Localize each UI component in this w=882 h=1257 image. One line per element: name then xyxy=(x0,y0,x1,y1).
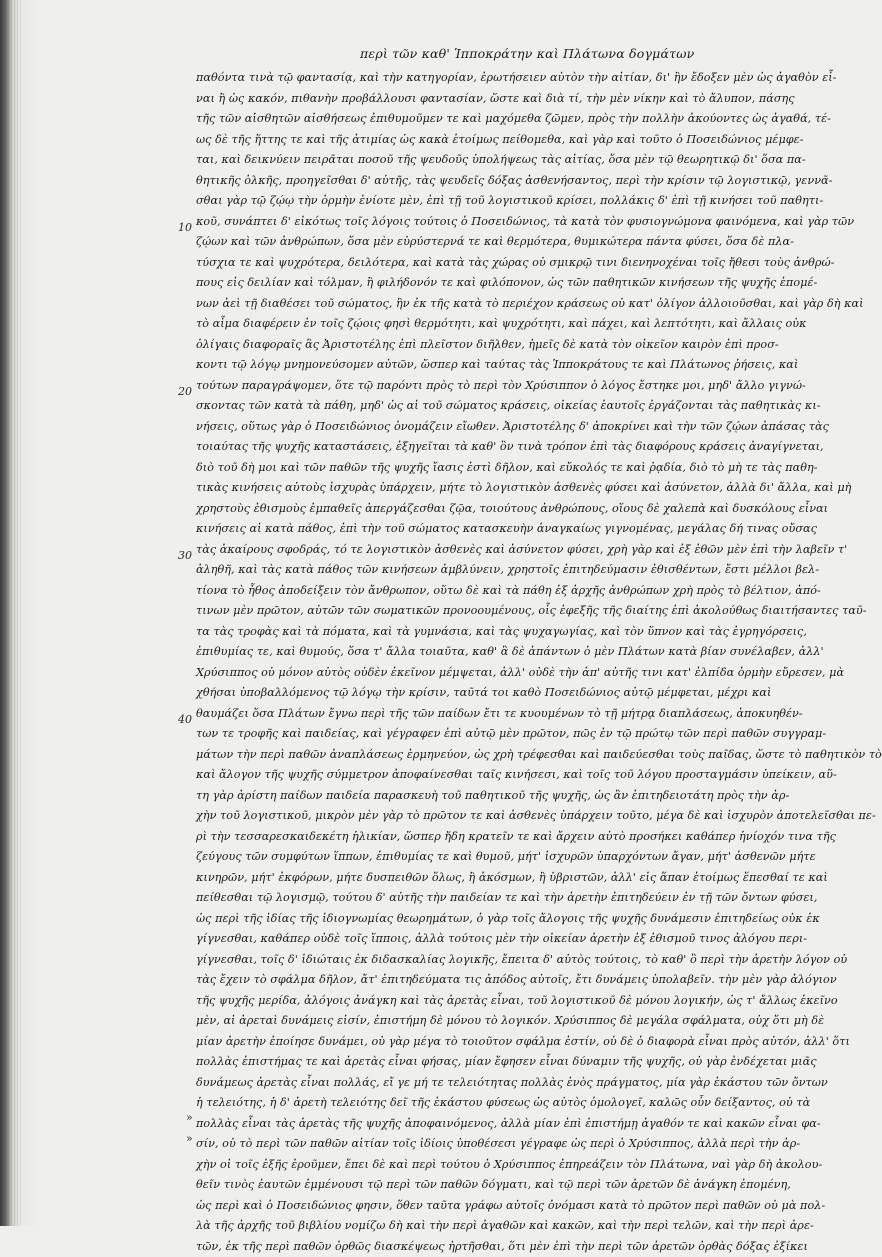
text-line: μάτων τὴν περὶ παθῶν ἀναπλάσεως ἑρμηνεύον, ὡς χρὴ τρέφεσθαι καὶ παιδεύεσθαι τοὺς παῖδας, ὥστε τὸ παθητικὸν τὸ xyxy=(196,745,836,766)
text-line: νήσεις, οὕτως γὰρ ὁ Ποσειδώνιος ὀνομάζειν εἴωθεν. Ἀριστοτέλης δ' ἀποκρίνει καὶ τὴν τῶν ζῴων ἁπάσας τὰς xyxy=(196,417,836,438)
text-line: τα τὰς τροφὰς καὶ τὰ πόματα, καὶ τὰ γυμνάσια, καὶ τὰς ψυχαγωγίας, καὶ τὸν ὕπνον καὶ τὰς ἐγρηγόρσεις, xyxy=(196,622,836,643)
text-line: κοῦ, συνάπτει δ' εἰκότως τοῖς λόγοις τούτοις ὁ Ποσειδώνιος, τὰ κατὰ τὸν φυσιογνώμονα φαινόμενα, καὶ γὰρ τῶν xyxy=(196,212,836,233)
text-line: σθαι γὰρ τῷ ζῴῳ τὴν ὁρμὴν ἐνίοτε μὲν, ἐπὶ τῇ τοῦ λογιστικοῦ κρίσει, πολλάκις δ' ἐπὶ τῇ κινήσει τοῦ παθητι- xyxy=(196,191,836,212)
running-head: περὶ τῶν καθ' Ἱπποκράτην καὶ Πλάτωνα δογμάτων xyxy=(360,46,660,61)
text-line: χρηστοὺς ἐθισμοὺς ἐμπαθεῖς ἀπεργάζεσθαι ζῷα, τοιούτους ἀνθρώπους, οἵους δὲ χαλεπὰ καὶ δυσκόλους εἶναι xyxy=(196,499,836,520)
text-line: σκοντας τῶν κατὰ τὰ πάθη, μηδ' ὡς αἱ τοῦ σώματος κράσεις, οἰκείας ἑαυτοῖς ἐργάζονται τὰς παθητικὰς κι- xyxy=(196,396,836,417)
text-line: τὸ αἷμα διαφέρειν ἐν τοῖς ζῴοις φησὶ θερμότητι, καὶ ψυχρότητι, καὶ πάχει, καὶ λεπτότητι, καὶ ἄλλαις οὐκ xyxy=(196,314,836,335)
text-line: ρὶ τὴν τεσσαρεσκαιδεκέτη ἡλικίαν, ὥσπερ ἤδη κρατεῖν τε καὶ ἄρχειν αὐτὸ προσήκει καθάπερ ἡνίοχόν τινα τῆς xyxy=(196,827,836,848)
text-line: ναι ἢ ὡς κακόν, πιθανὴν προβάλλουσι φαντασίαν, ὥστε καὶ διὰ τί, τὴν μὲν νίκην καὶ τὸ ἄλυπον, πάσης xyxy=(196,89,836,110)
text-line: πείθεσθαι τῷ λογισμῷ, τούτου δ' αὐτῆς τὴν παιδείαν τε καὶ τὴν ἀρετὴν ἐπιτηδεύειν ἐν τῇ τῶν ὄντων φύσει, xyxy=(196,888,836,909)
text-line: πολλὰς εἶναι τὰς ἀρετὰς τῆς ψυχῆς ἀποφαινόμενος, ἀλλὰ μίαν ἐπὶ ἐπιστήμῃ ἀγαθόν τε καὶ κακῶν εἶναι φα- xyxy=(196,1114,836,1135)
text-line: καὶ ἄλογον τῆς ψυχῆς σύμμετρον ἀποφαίνεσθαι ταῖς κινήσεσι, καὶ τοῖς τοῦ λόγου προσταγμάσιν ὑπείκειν, αὕ- xyxy=(196,765,836,786)
text-line: γίγνεσθαι, καθάπερ οὐδὲ τοῖς ἵπποις, ἀλλὰ τούτοις μὲν τὴν οἰκείαν ἀρετὴν ἐξ ἐθισμοῦ τινος ἀλόγου περι- xyxy=(196,929,836,950)
text-line: πολλὰς ἐπιστήμας τε καὶ ἀρετὰς εἶναι φήσας, μίαν ἔφησεν εἶναι δύναμιν τῆς ψυχῆς, οὐ γὰρ ἐνδέχεται μιᾶς xyxy=(196,1052,836,1073)
text-block xyxy=(196,68,836,1257)
text-line: τὰς ἔχειν τὸ σφάλμα δῆλον, ἄτ' ἐπιτηδεύματα τις ἀπόδος αὐτοῖς, ἔτι δυνάμεις ὑπολαβεῖν. τὴν μὲν γὰρ ἀλόγιον xyxy=(196,970,836,991)
text-line: τίονα τὸ ἦθος ἀποδείξειν τὸν ἄνθρωπον, οὕτω δὲ καὶ τὰ πάθη ἐξ ἀρχῆς ἀνθρώπων χρὴ πρὸς τὸ βέλτιον, ἀπό- xyxy=(196,581,836,602)
margin-line-number: 30 xyxy=(178,549,200,562)
page-edges xyxy=(8,0,22,1226)
margin-quote-mark: » xyxy=(186,1132,198,1145)
text-line: τύσχια τε καὶ ψυχρότερα, δειλότερα, καὶ κατὰ τὰς χώρας οὐ σμικρῷ τινι διενηνοχέναι τοῖς ἤθεσι τοὺς ἀνθρώ- xyxy=(196,253,836,274)
text-line: ται, καὶ δεικνύειν πειρᾶται ποσοῦ τῆς ψευδοῦς ὑπολήψεως τὰς αἰτίας, ὅσα μὲν τῷ θεωρητικῷ δι' ὅσα πα- xyxy=(196,150,836,171)
text-line: τῶν, ἐκ τῆς περὶ παθῶν ὀρθῶς διασκέψεως ἠρτῆσθαι, ὅτι μὲν ἐπὶ τὴν περὶ τῶν ἀρετῶν ὀρθὰς δόξας ἐξίκει xyxy=(196,1237,836,1257)
text-line: ὀλίγαις διαφοραῖς ἃς Ἀριστοτέλης ἐπὶ πλεῖστον διῆλθεν, ἡμεῖς δὲ κατὰ τὸν οἰκεῖον καιρὸν ἐπὶ προσ- xyxy=(196,335,836,356)
text-line: ἐπιθυμίας τε, καὶ θυμούς, ὅσα τ' ἄλλα τοιαῦτα, καθ' ἃ δὲ ἁπάντων ὁ μὲν Πλάτων κατὰ βίαν συνέλαβεν, ἀλλ' xyxy=(196,642,836,663)
text-line: ἡ τελειότης, ἡ δ' ἀρετὴ τελειότης δεῖ τῆς ἑκάστου φύσεως ὡς αὐτὸς ὁμολογεῖ, καλῶς οὖν δείξαντος, οὐ τὰ xyxy=(196,1093,836,1114)
text-line: πους εἰς δειλίαν καὶ τόλμαν, ἢ φιλήδονόν τε καὶ φιλόπονον, ὡς τῶν παθητικῶν κινήσεων τῆς ψυχῆς ἑπομέ- xyxy=(196,273,836,294)
book-page xyxy=(40,0,800,1226)
text-line: θητικῆς ὁλκῆς, προηγεῖσθαι δ' αὐτῆς, τὰς ψευδεῖς δόξας ἀσθενήσαντος, περὶ τὴν κρίσιν τῷ λογιστικῷ, γεννᾶ- xyxy=(196,171,836,192)
text-line: χὴν τοῦ λογιστικοῦ, μικρὸν μὲν γὰρ τὸ πρῶτον τε καὶ ἀσθενὲς ὑπάρχειν τοῦτο, μέγα δὲ καὶ ἰσχυρὸν ἀποτελεῖσθαι πε- xyxy=(196,806,836,827)
text-line: ἀληθῆ, καὶ τὰς κατὰ πάθος τῶν κινήσεων ἀμβλύνειν, χρηστοῖς ἐπιτηδεύμασιν ἐθισθέντων, ἔστι μέλλοι βελ- xyxy=(196,560,836,581)
text-line: τινων μὲν πρῶτον, αὐτῶν τῶν σωματικῶν προνοουμένους, οἷς ἐφεξῆς τῆς διαίτης ἐπὶ ἀκολούθως διαιτήσαντες ταῦ- xyxy=(196,601,836,622)
text-line: Χρύσιππος οὐ μόνον αὐτὸς οὐδὲν ἐκεῖνον μέμψεται, ἀλλ' οὐδὲ τὴν ἀπ' αὐτῆς τινι κατ' ἐλπίδα ὁρμὴν εὔρεσεν, μὰ xyxy=(196,663,836,684)
text-line: τὰς ἀκαίρους σφοδράς, τό τε λογιστικὸν ἀσθενὲς καὶ ἀσύνετον φύσει, χρὴ γὰρ καὶ ἐξ ἐθῶν μὲν ἐπὶ τὴν λαβεῖν τ' xyxy=(196,540,836,561)
text-line: ζῴων καὶ τῶν ἀνθρώπων, ὅσα μὲν εὐρύστερνά τε καὶ θερμότερα, θυμικώτερα πάντα φύσει, ὅσα δὲ πλα- xyxy=(196,232,836,253)
text-line: τῆς τῶν αἰσθητῶν αἰσθήσεως ἐπιθυμοῦμεν τε καὶ μαχόμεθα ζῶμεν, πρὸς τὴν πολλὴν ἀκούοντες ὡς ἀγαθά, τέ- xyxy=(196,109,836,130)
text-line: ως δὲ τῆς ἥττης τε καὶ τῆς ἀτιμίας ὡς κακὰ ἑτοίμως πείθομεθα, καὶ γὰρ καὶ τοῦτο ὁ Ποσειδώνιος μέμφε- xyxy=(196,130,836,151)
text-line: τη γὰρ ἀρίστη παίδων παιδεία παρασκευὴ τοῦ παθητικοῦ τῆς ψυχῆς, ὡς ἂν ἐπιτηδειοτάτη πρὸς τὴν ἀρ- xyxy=(196,786,836,807)
margin-line-number: 40 xyxy=(178,713,200,726)
text-line: διὸ τοῦ δὴ μοι καὶ τῶν παθῶν τῆς ψυχῆς ἴασις ἐστὶ δῆλον, καὶ εὔκολός τε καὶ ῥᾳδία, διὸ τὸ μὴ τε τὰς παθη- xyxy=(196,458,836,479)
text-line: μίαν ἀρετὴν ἐποίησε δυνάμει, οὐ γὰρ μέγα τὸ τοιοῦτον σφάλμα ἐστίν, οὐ δὲ ὁ διαφορὰ εἶναι πρὸς αὐτόν, ἀλλ' ὅτι xyxy=(196,1032,836,1053)
text-line: τικὰς κινήσεις αὐτοὺς ἰσχυρὰς ὑπάρχειν, μήτε τὸ λογιστικὸν ἀσθενὲς φύσει καὶ ἀσύνετον, ἀλλὰ δι' ἄλλα, καὶ μὴ xyxy=(196,478,836,499)
text-line: δυνάμεως ἀρετὰς εἶναι πολλάς, εἴ γε μή τε τελειότητας πολλὰς ἑνὸς πράγματος, μία γὰρ ἑκάστου τῶν ὄντων xyxy=(196,1073,836,1094)
text-line: χθήσαι ὑποβαλλόμενος τῷ λόγῳ τὴν κρίσιν, ταῦτά τοι καθὸ Ποσειδώνιος αὐτῷ μέμφεται, μέχρι καὶ xyxy=(196,683,836,704)
text-line: κινηρῶν, μήτ' ἐκφόρων, μήτε δυσπειθῶν ὅλως, ἢ ἀκόσμων, ἢ ὑβριστῶν, ἀλλ' εἰς ἅπαν ἑτοίμως ἕπεσθαί τε καὶ xyxy=(196,868,836,889)
text-line: ὡς περὶ καὶ ὁ Ποσειδώνιος φησιν, ὅθεν ταῦτα γράφω αὐτοῖς ὀνόμασι κατὰ τὸ πρῶτον περὶ παθῶν οὐ μὰ πολ- xyxy=(196,1196,836,1217)
text-line: λὰ τῆς ἀρχῆς τοῦ βιβλίου νομίζω δὴ καὶ τὴν περὶ ἀγαθῶν καὶ κακῶν, καὶ τὴν περὶ τελῶν, καὶ τὴν περὶ ἀρε- xyxy=(196,1216,836,1237)
text-line: θαυμάζει ὅσα Πλάτων ἔγνω περὶ τῆς τῶν παίδων ἔτι τε κυουμένων τὸ τῇ μήτρᾳ διαπλάσεως, ἀποκυηθέν- xyxy=(196,704,836,725)
text-line: θεῖν τινὸς ἑαυτῶν ἐμμένουσι τῷ περὶ τῶν παθῶν δόγματι, καὶ τῷ περὶ τῶν ἀρετῶν δὲ ἀνάγκη ἐπομένη, xyxy=(196,1175,836,1196)
margin-line-number: 10 xyxy=(178,221,200,234)
text-line: κοντι τῷ λόγῳ μνημονεύσομεν αὐτῶν, ὥσπερ καὶ ταύτας τὰς Ἱπποκράτους τε καὶ Πλάτωνος ῥήσεις, καὶ xyxy=(196,355,836,376)
text-line: μὲν, αἱ ἀρεταὶ δυνάμεις εἰσίν, ἐπιστήμη δὲ μόνου τὸ λογικόν. Χρύσιππος δὲ μεγάλα σφάλματα, οὐχ ὅτι μὴ δὲ xyxy=(196,1011,836,1032)
text-line: νων ἀεὶ τῇ διαθέσει τοῦ σώματος, ἣν ἐκ τῆς κατὰ τὸ περιέχον κράσεως οὐ κατ' ὀλίγον ἀλλοιοῦσθαι, καὶ γὰρ δὴ καὶ xyxy=(196,294,836,315)
margin-line-number: 20 xyxy=(178,385,200,398)
text-line: κινήσεις αἱ κατὰ πάθος, ἐπὶ τὴν τοῦ σώματος κατασκευὴν ἀναγκαίως γιγνομένας, μεγάλας δή τινας οὔσας xyxy=(196,519,836,540)
text-line: παθόντα τινὰ τῷ φαντασίᾳ, καὶ τὴν κατηγορίαν, ἐρωτήσειεν αὐτὸν τὴν αἰτίαν, δι' ἣν ἔδοξεν μὲν ὡς ἀγαθὸν εἶ- xyxy=(196,68,836,89)
text-line: ὡς περὶ τῆς ἰδίας τῆς ἰδιογνωμίας θεωρημάτων, ὁ γὰρ τοῖς ἄλογοις τῆς ψυχῆς δυνάμεσιν ἐπιτηδείως οὐκ ἐκ xyxy=(196,909,836,930)
text-line: τῆς ψυχῆς μερίδα, ἀλόγοις ἀνάγκη καὶ τὰς ἀρετὰς εἶναι, τοῦ λογιστικοῦ δὲ μόνου λογικήν, ὡς τ' ἄλλως ἐκεῖνο xyxy=(196,991,836,1012)
text-line: γίγνεσθαι, τοῖς δ' ἰδιώταις ἐκ διδασκαλίας λογικῆς, ἔπειτα δ' αὐτὸς τούτοις, τὸ καθ' ὃ περὶ τὴν ἀρετὴν λόγον οὐ xyxy=(196,950,836,971)
text-line: σίν, οὐ τὸ περὶ τῶν παθῶν αἰτίαν τοῖς ἰδίοις ὑποθέσεσι γέγραφε ὡς περὶ ὁ Χρύσιππος, ἀλλὰ περὶ τὴν ἀρ- xyxy=(196,1134,836,1155)
margin-quote-mark: » xyxy=(186,1111,198,1124)
text-line: τούτων παραγράψομεν, ὅτε τῷ παρόντι πρὸς τὸ περὶ τὸν Χρύσιππον ὁ λόγος ἔστηκε μοι, μηδ' ἄλλο γιγνώ- xyxy=(196,376,836,397)
text-line: ζεύγους τῶν συμφύτων ἵππων, ἐπιθυμίας τε καὶ θυμοῦ, μήτ' ἰσχυρῶν ὑπαρχόντων ἄγαν, μήτ' ἀσθενῶν μήτε xyxy=(196,847,836,868)
text-line: τοιαύτας τῆς ψυχῆς καταστάσεις, ἐξηγεῖται τὰ καθ' ὃν τινὰ τρόπον ἐπὶ τὰς διαφόρους κράσεις ἀναγίγνεται, xyxy=(196,437,836,458)
text-line: των τε τροφῆς καὶ παιδείας, καὶ γέγραφεν ἐπὶ αὐτῷ μὲν πρῶτον, πῶς ἐν τῷ πρώτῳ τῶν περὶ παθῶν συγγραμ- xyxy=(196,724,836,745)
text-line: χὴν οἱ τοῖς ἐξῆς ἐροῦμεν, ἔπει δὲ καὶ περὶ τούτου ὁ Χρύσιππος ἐπηρεάζειν τὸν Πλάτωνα, ναὶ γὰρ δὴ ἀκολου- xyxy=(196,1155,836,1176)
